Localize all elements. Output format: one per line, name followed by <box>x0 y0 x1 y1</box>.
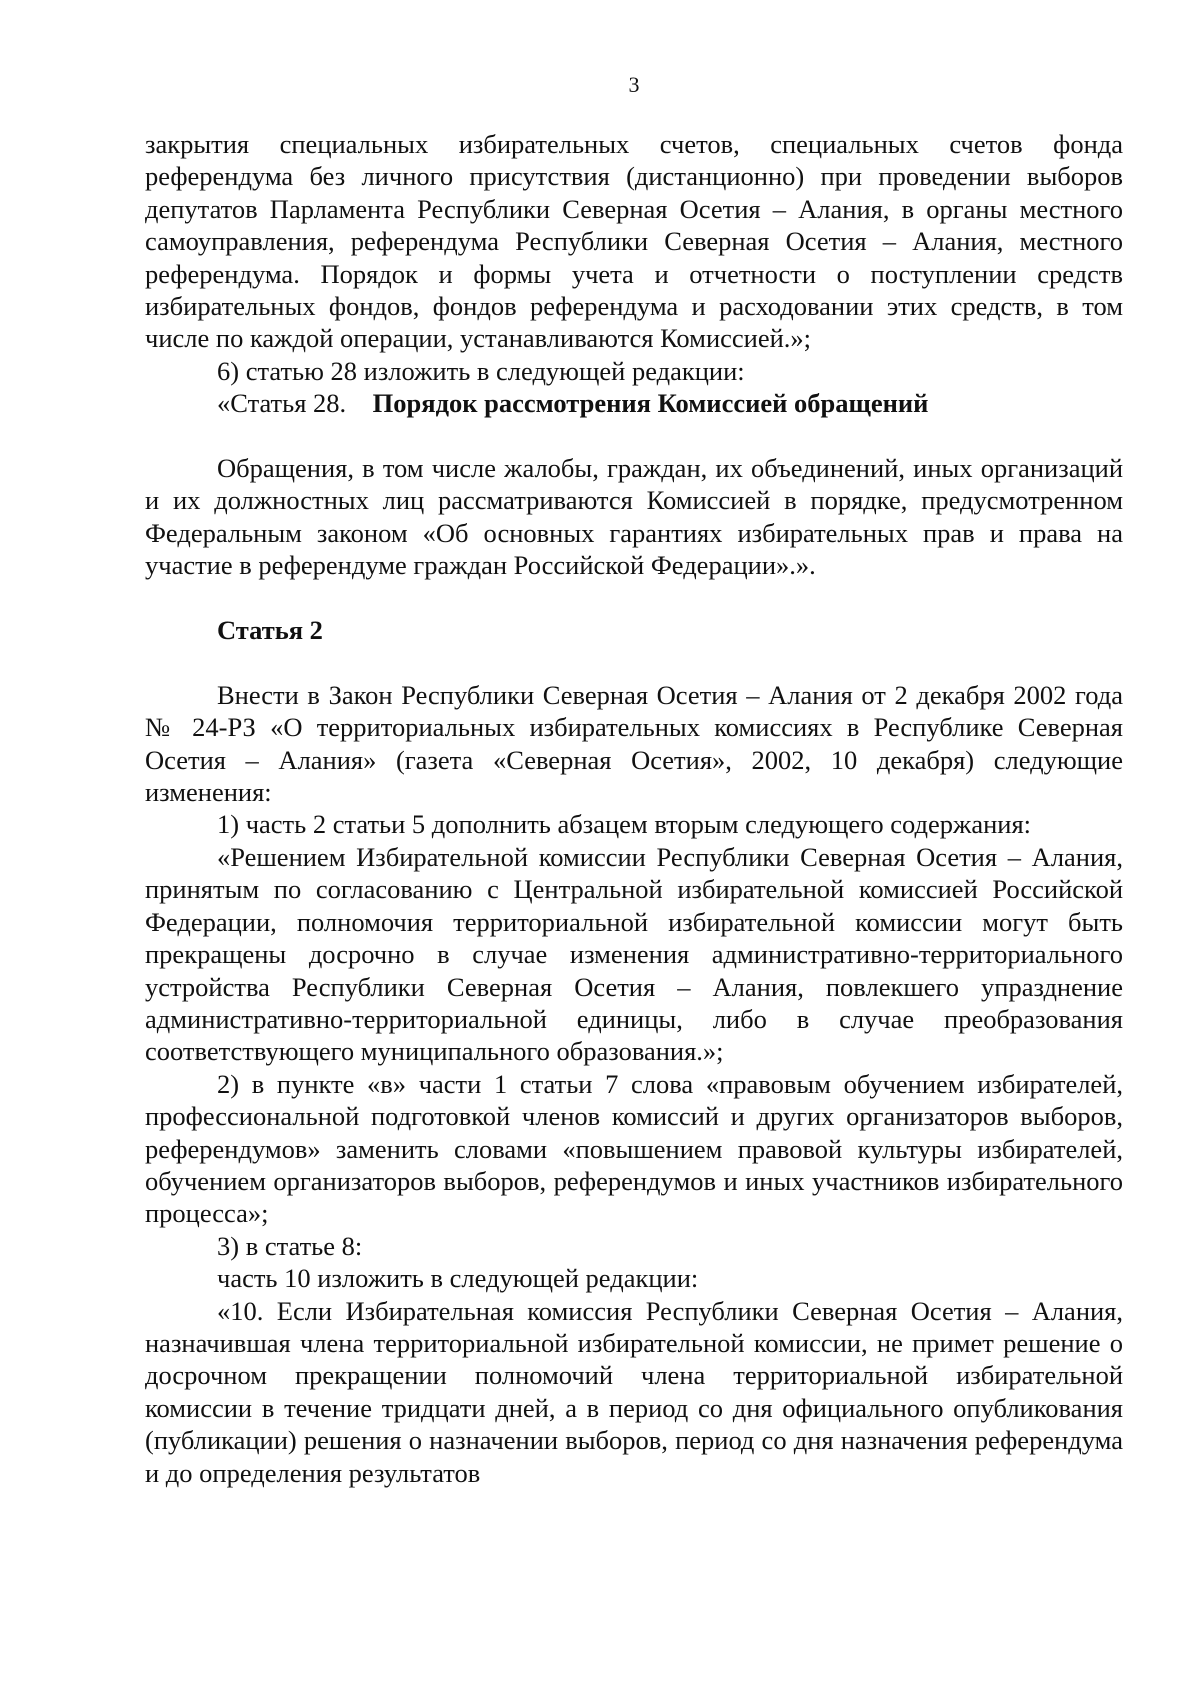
paragraph-item-6: 6) статью 28 изложить в следующей редакции: <box>217 355 745 386</box>
page-number: 3 <box>628 72 640 97</box>
paragraph-item-2: 2) в пункте «в» части 1 статьи 7 слова «правовым обучением избирателей, профессиональной подготовкой членов комиссий и других организаторов выборов, референдумов» заменить словами «повышением правовой культуры избирателей, обучением организаторов выборов, референдумов и иных участников избирательного процесса»; <box>145 1068 1123 1229</box>
paragraph-amendment-intro: Внести в Закон Республики Северная Осетия – Алания от 2 декабря 2002 года № 24-РЗ «О территориальных избирательных комиссиях в Республике Северная Осетия – Алания» (газета «Северная Осетия», 2002, 10 декабря) следующие изменения: <box>145 679 1123 808</box>
article-28-heading <box>145 387 1123 419</box>
blank-line <box>145 582 1123 614</box>
document-page <box>145 0 1123 1697</box>
section-title-article-2: Статья 2 <box>217 615 323 646</box>
article-28-title: Порядок рассмотрения Комиссией обращений <box>372 388 929 419</box>
blank-line <box>145 420 1123 452</box>
paragraph-part-10: часть 10 изложить в следующей редакции: <box>217 1263 699 1294</box>
paragraph-quote-part-10: «10. Если Избирательная комиссия Республики Северная Осетия – Алания, назначившая члена территориальной избирательной комиссии, не примет решение о досрочном прекращении полномочий члена территориальной избирательной комиссии в течение тридцати дней, а в период со дня официального опубликования (публикации) решения о назначении выборов, период со дня назначения референдума и до определения результатов <box>145 1295 1123 1488</box>
paragraph-quote-decision: «Решением Избирательной комиссии Республики Северная Осетия – Алания, принятым по согласованию с Центральной избирательной комиссией Российской Федерации, полномочия территориальной избирательной комиссии могут быть прекращены досрочно в случае изменения административно-территориального устройства Республики Северная Осетия – Алания, повлекшего упразднение административно-территориальной единицы, либо в случае преобразования соответствующего муниципального образования.»; <box>145 841 1123 1067</box>
paragraph-item-1: 1) часть 2 статьи 5 дополнить абзацем вторым следующего содержания: <box>217 809 1032 840</box>
document-body <box>145 128 1123 1489</box>
article-28-label: «Статья 28. <box>217 388 347 419</box>
paragraph-appeals: Обращения, в том числе жалобы, граждан, их объединений, иных организаций и их должностных лиц рассматриваются Комиссией в порядке, предусмотренном Федеральным законом «Об основных гарантиях избирательных прав и права на участие в референдуме граждан Российской Федерации».». <box>145 453 1123 581</box>
blank-line <box>145 646 1123 678</box>
paragraph-item-3: 3) в статье 8: <box>217 1230 363 1261</box>
paragraph-continuation: закрытия специальных избирательных счетов, специальных счетов фонда референдума без личного присутствия (дистанционно) при проведении выборов депутатов Парламента Республики Северная Осетия – Алания, в органы местного самоуправления, референдума Республики Северная Осетия – Алания, местного референдума. Порядок и формы учета и отчетности о поступлении средств избирательных фондов, фондов референдума и расходовании этих средств, в том числе по каждой операции, устанавливаются Комиссией.»; <box>145 129 1123 354</box>
